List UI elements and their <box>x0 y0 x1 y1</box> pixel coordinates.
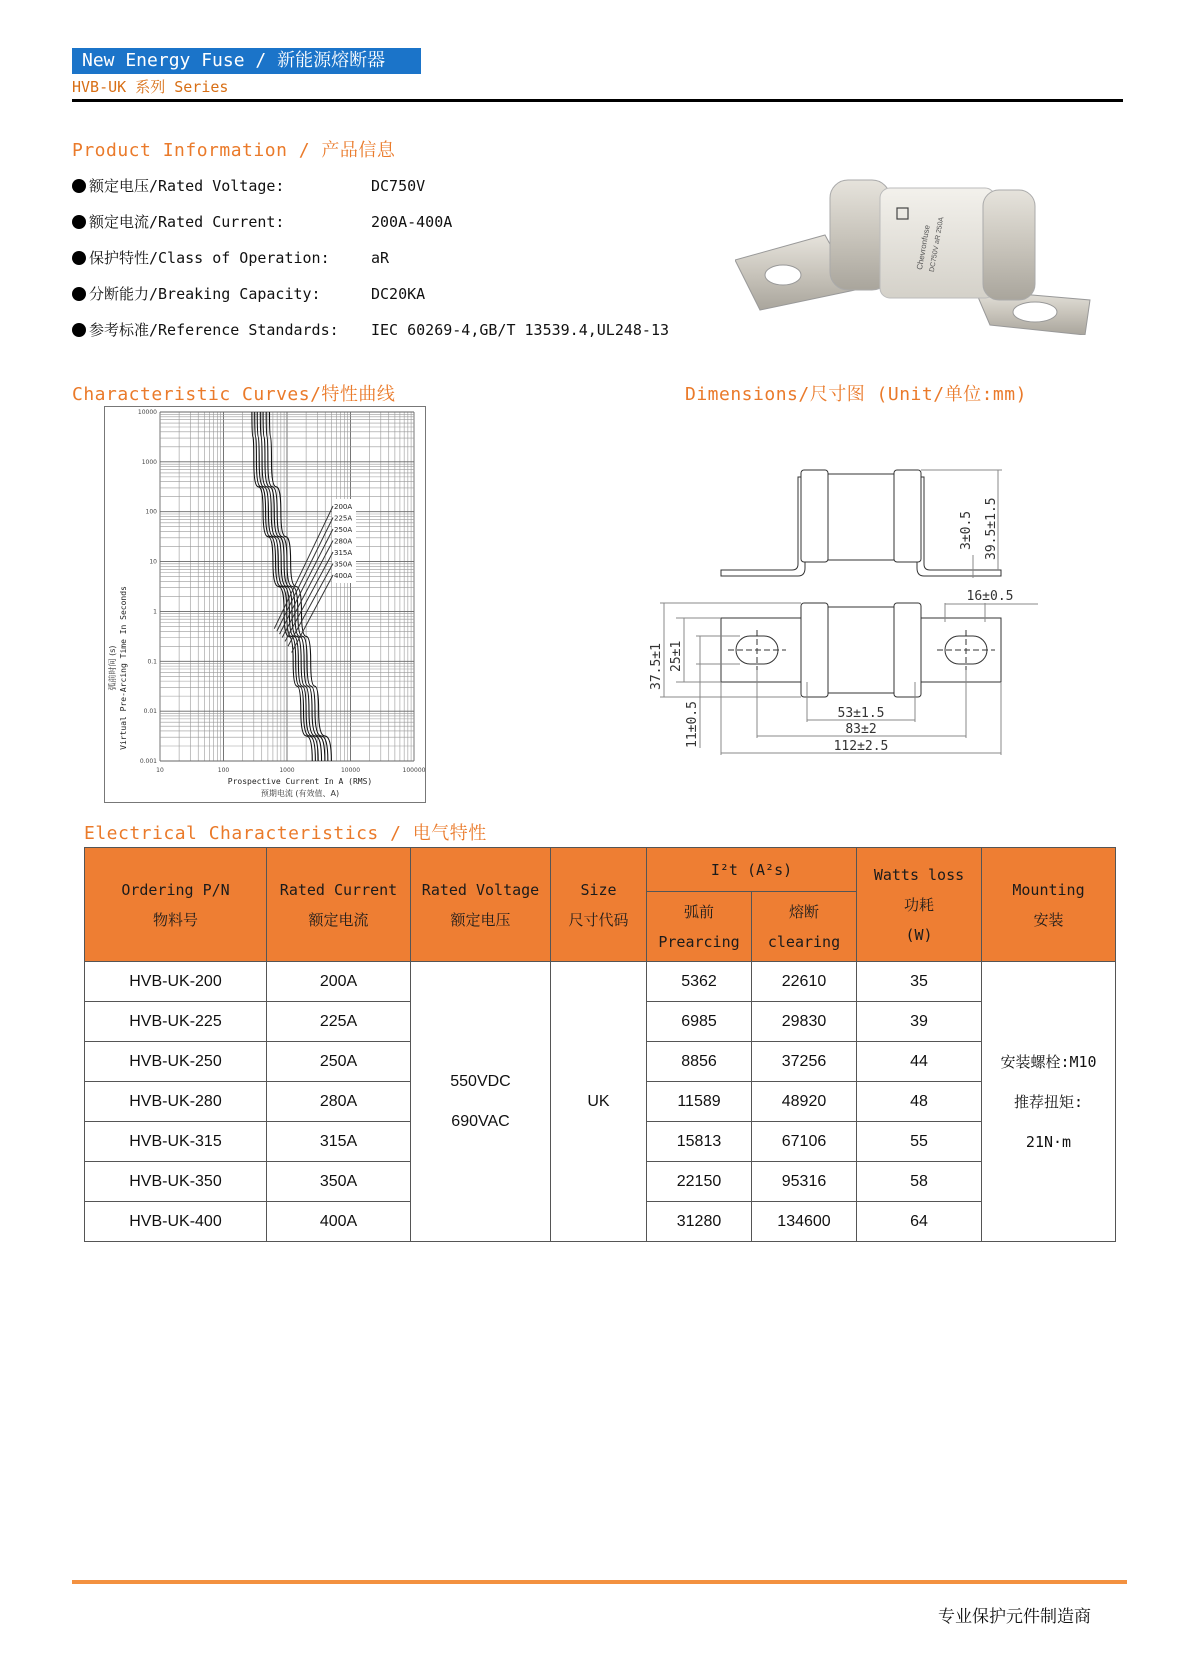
cell-watts: 44 <box>857 1042 982 1082</box>
cell-prearcing: 22150 <box>647 1162 752 1202</box>
info-row-breaking <box>72 283 425 304</box>
legend-label-200A: 200A <box>334 503 353 511</box>
cell-clearing: 48920 <box>752 1082 857 1122</box>
chart-legend <box>274 499 356 653</box>
curves-title: Characteristic Curves/特性曲线 <box>72 384 396 405</box>
header-mounting: Mounting 安装 <box>982 848 1116 962</box>
legend-label-400A: 400A <box>334 572 353 580</box>
info-value: DC20KA <box>371 284 426 303</box>
info-label: 参考标准/Reference Standards: <box>89 321 339 339</box>
cell-pn: HVB-UK-280 <box>85 1082 267 1122</box>
header-watts-loss: Watts loss 功耗 (W) <box>857 848 982 962</box>
bullet-icon <box>72 215 86 229</box>
cell-size: UK <box>551 962 647 1242</box>
x-tick-label: 10000 <box>340 767 361 774</box>
y-tick-label: 100 <box>145 508 157 516</box>
legend-label-225A: 225A <box>334 514 353 523</box>
electrical-table <box>84 847 1116 1242</box>
y-tick-label: 0.1 <box>147 658 157 666</box>
info-value: IEC 60269-4,GB/T 13539.4,UL248-13 <box>371 320 670 339</box>
info-value: DC750V <box>371 176 426 195</box>
cell-clearing: 29830 <box>752 1002 857 1042</box>
dim-hole-pitch: 83±2 <box>845 722 877 737</box>
info-row-standards <box>72 319 669 340</box>
cell-voltage: 550VDC 690VAC <box>411 962 551 1242</box>
info-label: 额定电压/Rated Voltage: <box>89 177 285 195</box>
cell-prearcing: 15813 <box>647 1122 752 1162</box>
fuse-product-photo <box>735 150 1100 335</box>
cell-prearcing: 11589 <box>647 1082 752 1122</box>
x-tick-label: 10 <box>156 767 164 774</box>
table-row <box>85 962 1116 1002</box>
header-prearcing: 弧前 Prearcing <box>647 892 752 962</box>
cell-watts: 35 <box>857 962 982 1002</box>
cell-pn: HVB-UK-200 <box>85 962 267 1002</box>
bullet-icon <box>72 251 86 265</box>
y-axis-label: Virtual Pre-Arcing Time In Seconds <box>119 586 128 750</box>
info-value: aR <box>371 248 390 267</box>
info-value: 200A-400A <box>371 212 453 231</box>
header-i2t: I²t (A²s) <box>647 848 857 892</box>
dim-overall-length: 112±2.5 <box>833 739 889 754</box>
header-pn: Ordering P/N 物料号 <box>85 848 267 962</box>
header-rated-current: Rated Current 额定电流 <box>267 848 411 962</box>
product-info-title: Product Information / 产品信息 <box>72 140 396 161</box>
cell-prearcing: 5362 <box>647 962 752 1002</box>
cell-watts: 39 <box>857 1002 982 1042</box>
x-tick-label: 100000 <box>402 767 426 774</box>
series-subtitle: HVB-UK 系列 Series <box>72 78 229 96</box>
cell-current: 400A <box>267 1202 411 1242</box>
cell-mounting: 安装螺栓:M10 推荐扭矩: 21N·m <box>982 962 1116 1242</box>
info-label: 额定电流/Rated Current: <box>89 213 285 231</box>
info-label: 保护特性/Class of Operation: <box>89 249 330 267</box>
cell-clearing: 134600 <box>752 1202 857 1242</box>
x-tick-label: 1000 <box>279 767 295 774</box>
header-clearing: 熔断 clearing <box>752 892 857 962</box>
cell-current: 250A <box>267 1042 411 1082</box>
legend-label-250A: 250A <box>334 526 353 534</box>
dim-height-total: 39.5±1.5 <box>984 497 999 560</box>
footer-tagline: 专业保护元件制造商 <box>938 1607 1091 1627</box>
bullet-icon <box>72 323 86 337</box>
photo-brand-text: Chevronfuse <box>915 224 932 271</box>
info-row-current <box>72 211 452 232</box>
cell-pn: HVB-UK-400 <box>85 1202 267 1242</box>
cell-clearing: 67106 <box>752 1122 857 1162</box>
x-axis-label: Prospective Current In A (RMS) <box>227 777 373 786</box>
cell-current: 350A <box>267 1162 411 1202</box>
cell-prearcing: 8856 <box>647 1042 752 1082</box>
y-tick-label: 0.001 <box>139 758 157 765</box>
legend-label-280A: 280A <box>334 537 353 546</box>
y-tick-label: 10000 <box>137 409 157 416</box>
dim-body-length: 53±1.5 <box>837 706 885 721</box>
legend-label-315A: 315A <box>334 549 353 557</box>
dimensions-title: Dimensions/尺寸图 (Unit/单位:mm) <box>685 384 1027 405</box>
chart-ticks <box>138 409 426 774</box>
cell-pn: HVB-UK-225 <box>85 1002 267 1042</box>
cell-watts: 55 <box>857 1122 982 1162</box>
header-size: Size 尺寸代码 <box>551 848 647 962</box>
cell-current: 280A <box>267 1082 411 1122</box>
cell-current: 200A <box>267 962 411 1002</box>
y-tick-label: 1000 <box>141 458 157 466</box>
cell-clearing: 95316 <box>752 1162 857 1202</box>
info-label: 分断能力/Breaking Capacity: <box>89 285 321 303</box>
footer-divider <box>72 1580 1127 1584</box>
header-rated-voltage: Rated Voltage 额定电压 <box>411 848 551 962</box>
y-tick-label: 10 <box>149 558 157 566</box>
fuse-body <box>830 180 1035 300</box>
dim-tab-width: 25±1 <box>669 640 684 672</box>
cell-pn: HVB-UK-250 <box>85 1042 267 1082</box>
cell-current: 225A <box>267 1002 411 1042</box>
banner-title: New Energy Fuse / 新能源熔断器 <box>72 48 421 74</box>
bullet-icon <box>72 287 86 301</box>
dim-thickness: 3±0.5 <box>959 510 974 550</box>
info-row-voltage <box>72 175 425 196</box>
legend-label-350A: 350A <box>334 560 353 569</box>
cell-pn: HVB-UK-350 <box>85 1162 267 1202</box>
y-axis-label-cn: 弧前时间 (s) <box>108 645 117 691</box>
dim-width-total: 37.5±1 <box>649 643 664 690</box>
dim-slot-height: 11±0.5 <box>685 701 700 748</box>
cell-watts: 48 <box>857 1082 982 1122</box>
info-row-class <box>72 247 389 268</box>
dimension-drawing <box>640 450 1040 780</box>
characteristic-chart <box>104 406 426 803</box>
cell-watts: 58 <box>857 1162 982 1202</box>
cell-current: 315A <box>267 1122 411 1162</box>
electrical-title: Electrical Characteristics / 电气特性 <box>84 823 487 844</box>
dim-slot-width: 16±0.5 <box>966 589 1014 604</box>
y-tick-label: 1 <box>153 608 157 616</box>
photo-rating-text: DC750V aR 250A <box>928 216 946 273</box>
header-divider <box>72 99 1123 102</box>
y-tick-label: 0.01 <box>143 708 157 716</box>
cell-prearcing: 6985 <box>647 1002 752 1042</box>
legend-leader-200A <box>274 506 333 629</box>
cell-watts: 64 <box>857 1202 982 1242</box>
cell-pn: HVB-UK-315 <box>85 1122 267 1162</box>
cell-clearing: 22610 <box>752 962 857 1002</box>
cell-prearcing: 31280 <box>647 1202 752 1242</box>
x-tick-label: 100 <box>217 767 230 774</box>
x-axis-label-cn: 预期电流 (有效值、A) <box>260 789 340 798</box>
bullet-icon <box>72 179 86 193</box>
cell-clearing: 37256 <box>752 1042 857 1082</box>
